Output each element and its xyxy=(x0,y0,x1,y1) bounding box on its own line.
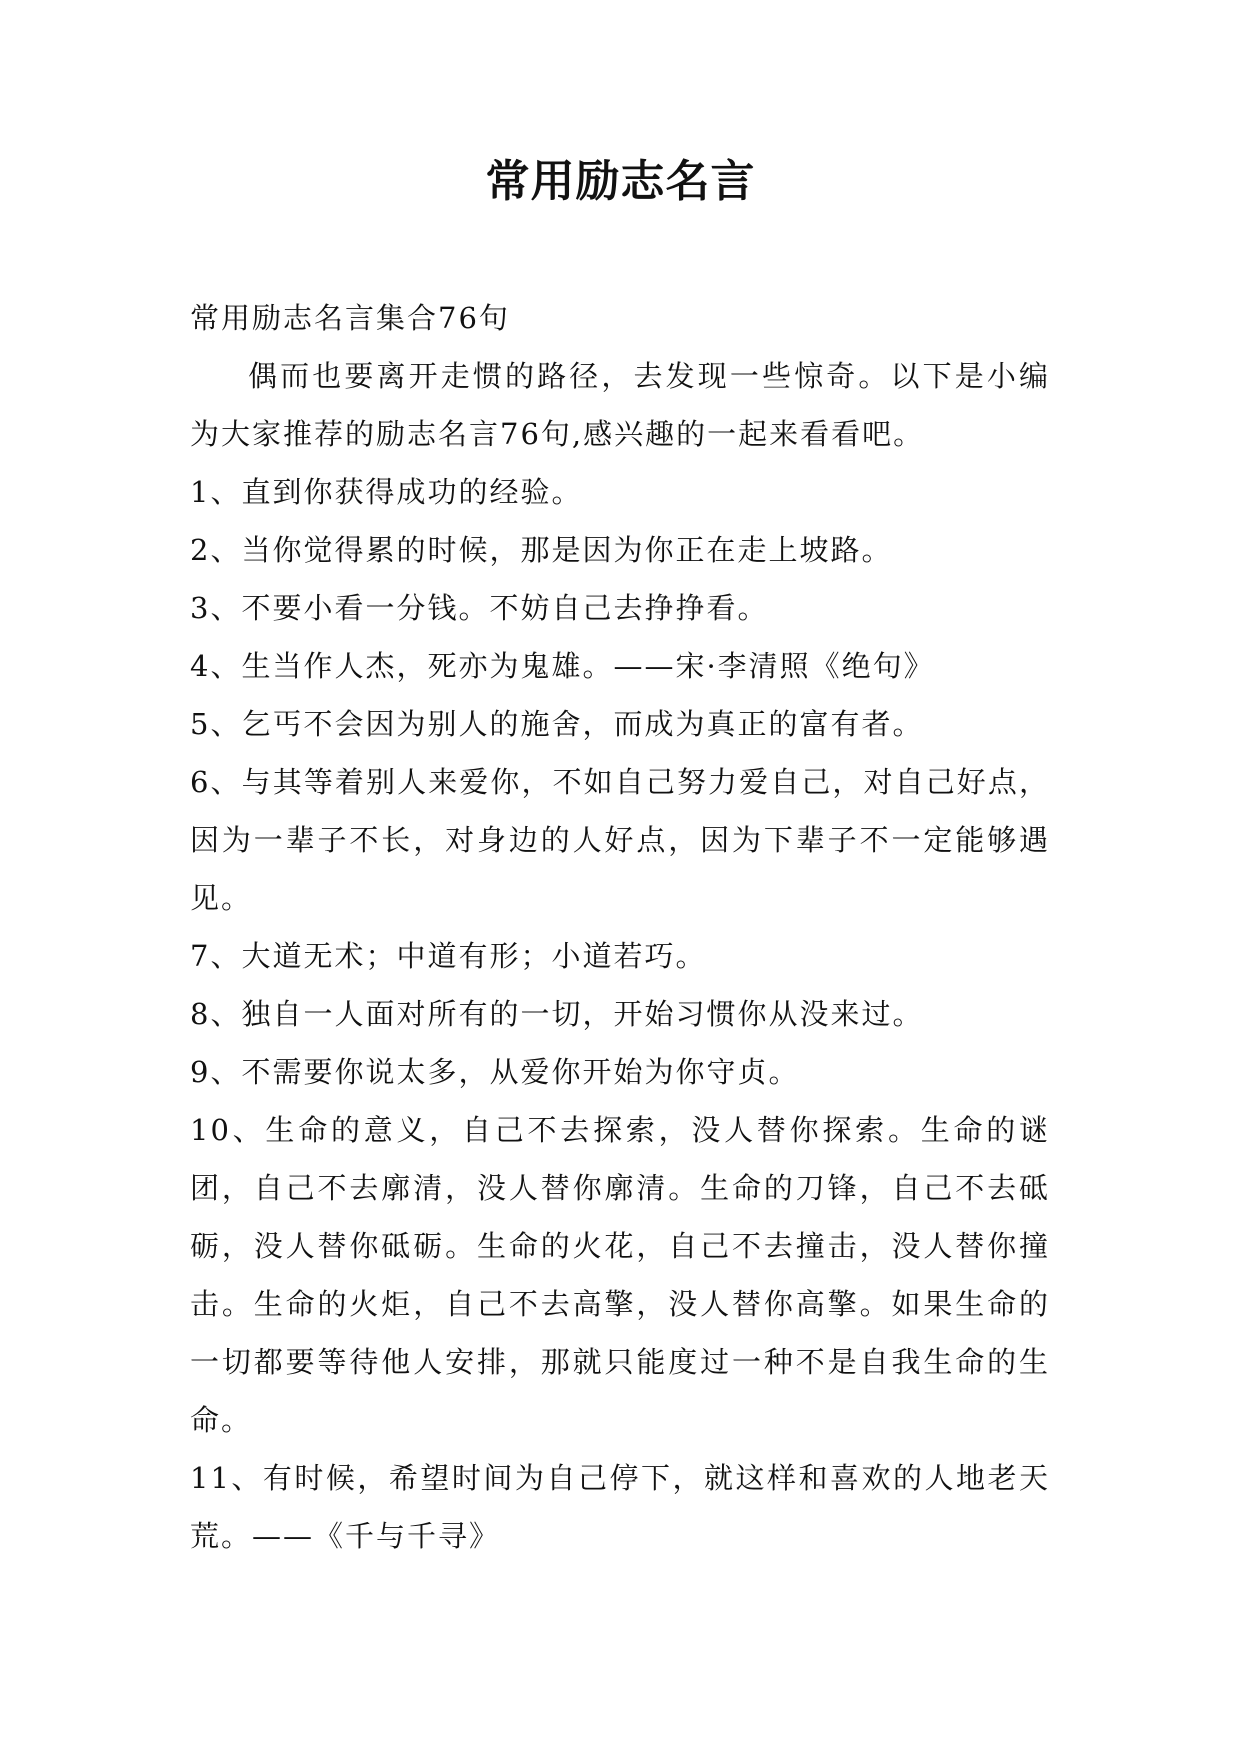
quote-item-10: 10、生命的意义，自己不去探索，没人替你探索。生命的谜团，自己不去廓清，没人替你廓清。生命的刀锋，自己不去砥砺，没人替你砥砺。生命的火花，自己不去撞击，没人替你撞击。生命的火炬，自己不去高擎，没人替你高擎。如果生命的一切都要等待他人安排，那就只能度过一种不是自我生命的生命。 xyxy=(190,1113,1050,1437)
quote-item-7: 7、大道无术；中道有形；小道若巧。 xyxy=(190,939,707,973)
intro-paragraph: 偶而也要离开走惯的路径，去发现一些惊奇。以下是小编为大家推荐的励志名言76句,感兴趣的一起来看看吧。 xyxy=(190,359,1050,451)
quote-item-2: 2、当你觉得累的时候，那是因为你正在走上坡路。 xyxy=(190,533,893,567)
quote-item-11: 11、有时候，希望时间为自己停下，就这样和喜欢的人地老天荒。——《千与千寻》 xyxy=(190,1461,1050,1553)
quote-item-5: 5、乞丐不会因为别人的施舍，而成为真正的富有者。 xyxy=(190,707,924,741)
quote-item-9: 9、不需要你说太多，从爱你开始为你守贞。 xyxy=(190,1055,800,1089)
quote-item-1: 1、直到你获得成功的经验。 xyxy=(190,475,583,509)
quote-item-3: 3、不要小看一分钱。不妨自己去挣挣看。 xyxy=(190,591,769,625)
quote-item-8: 8、独自一人面对所有的一切，开始习惯你从没来过。 xyxy=(190,997,924,1031)
document-subtitle: 常用励志名言集合76句 xyxy=(190,301,510,335)
quote-item-4: 4、生当作人杰，死亦为鬼雄。——宋·李清照《绝句》 xyxy=(190,649,935,683)
quote-item-6: 6、与其等着别人来爱你，不如自己努力爱自己，对自己好点，因为一辈子不长，对身边的人好点，因为下辈子不一定能够遇见。 xyxy=(190,765,1050,915)
document-title: 常用励志名言 xyxy=(485,156,756,207)
document-body xyxy=(190,289,1050,1565)
